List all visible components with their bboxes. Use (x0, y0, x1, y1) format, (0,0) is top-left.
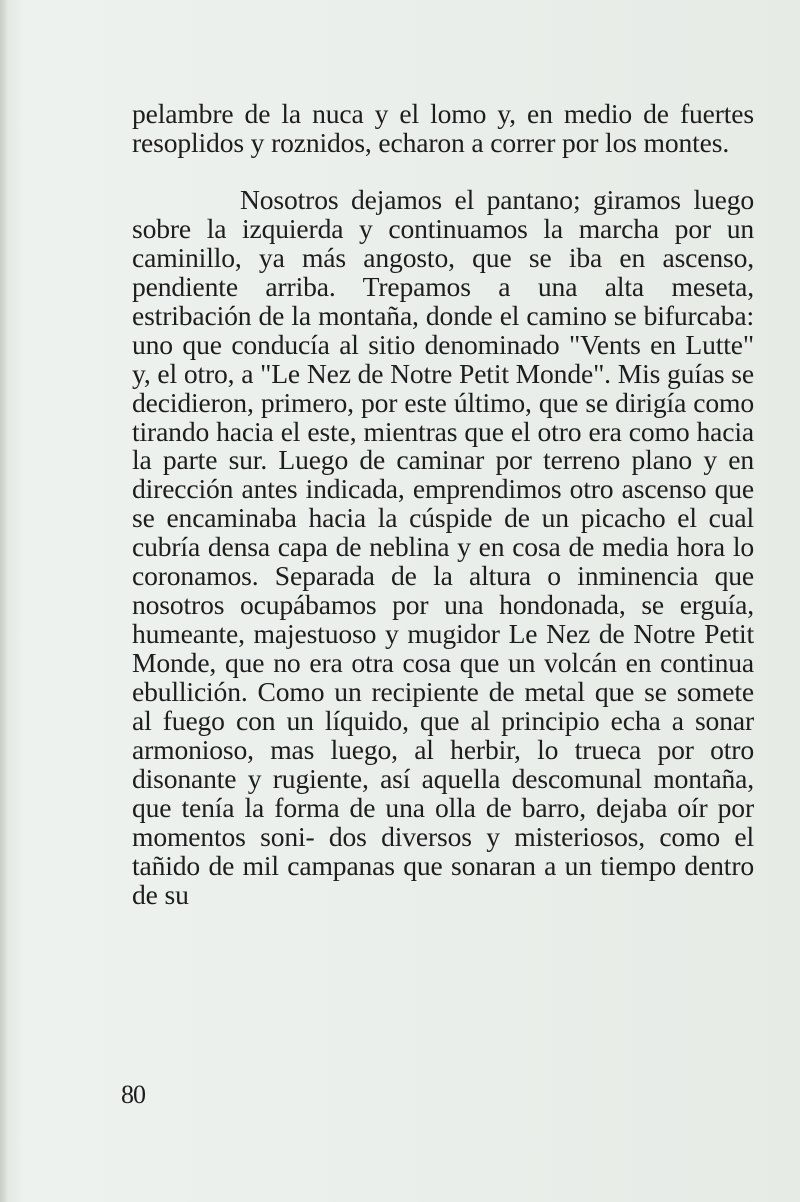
body-text (132, 100, 754, 910)
page-edge-shadow (0, 0, 8, 1202)
page-number: 80 (121, 1080, 145, 1109)
paragraph-continuation: pelambre de la nuca y el lomo y, en medio de fuertes resoplidos y roznidos, echaron a correr por los montes. (132, 98, 754, 158)
paragraph-main: Nosotros dejamos el pantano; giramos luego sobre la izquierda y continuamos la marcha por un caminillo, ya más angosto, que se iba en ascenso, pendiente arriba. Trepamos a una alta meseta, estribación de la montaña, donde el camino se bifurcaba: uno que conducía al sitio denominado "Vents en Lutte" y, el otro, a "Le Nez de Notre Petit Monde". Mis guías se decidieron, primero, por este último, que se dirigía como tirando hacia el este, mientras que el otro era como hacia la parte sur. Luego de caminar por terreno plano y en dirección antes indicada, emprendimos otro ascenso que se encaminaba hacia la cúspide de un picacho el cual cubría densa capa de neblina y en cosa de media hora lo coronamos. Separada de la altura o inminencia que nosotros ocupábamos por una hondonada, se erguía, humeante, majestuoso y mugidor Le Nez de Notre Petit Monde, que no era otra cosa que un volcán en continua ebullición. Como un recipiente de metal que se somete al fuego con un líquido, que al principio echa a sonar armonioso, mas luego, al herbir, lo trueca por otro disonante y rugiente, así aquella descomunal montaña, que tenía la forma de una olla de barro, dejaba oír por momentos soni- dos diversos y misteriosos, como el tañido de mil campanas que sonaran a un tiempo dentro de su (132, 183, 754, 910)
